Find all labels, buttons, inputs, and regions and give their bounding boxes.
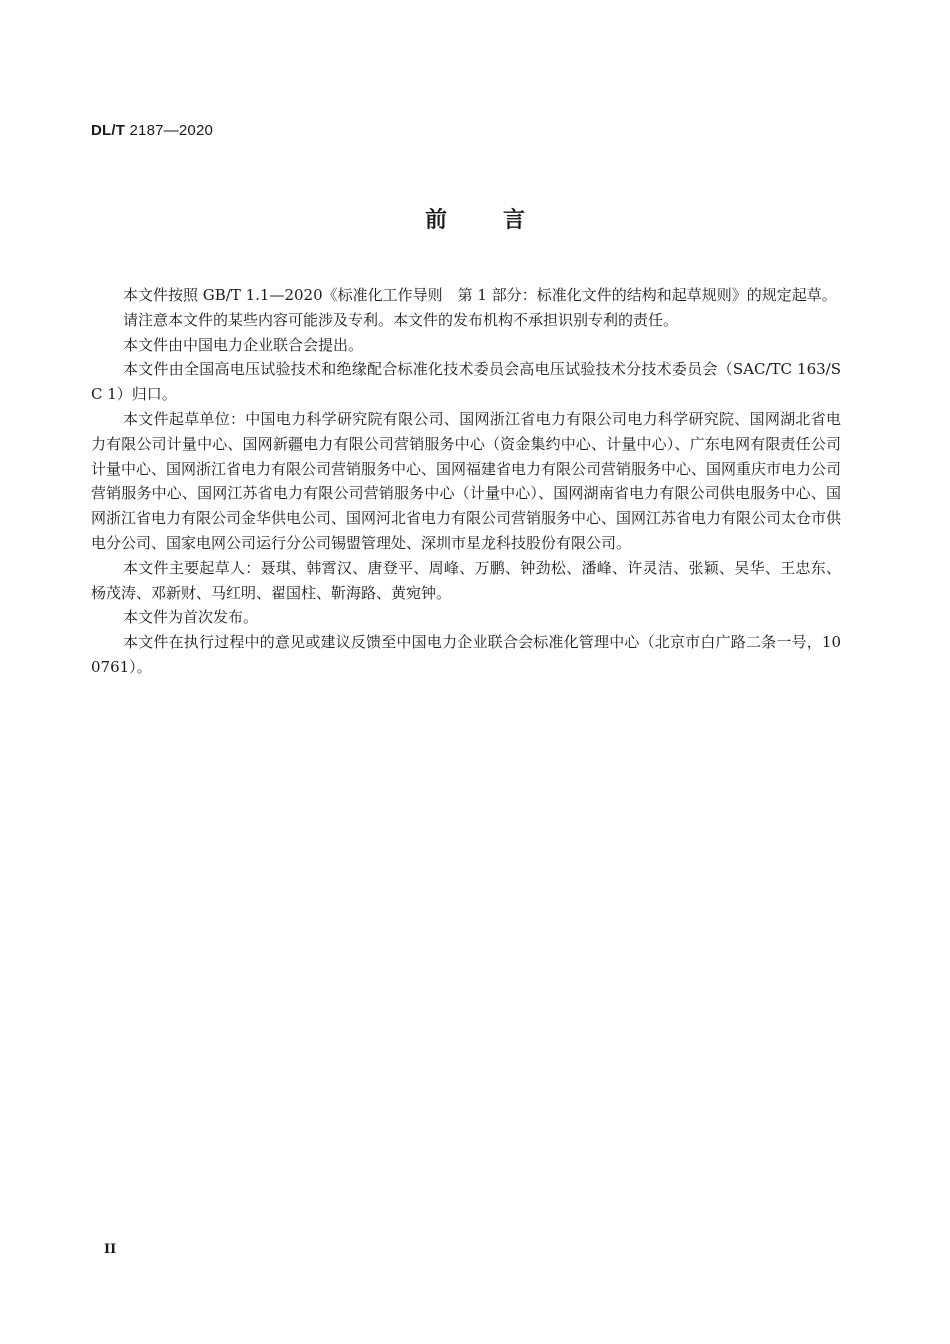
paragraph-committee: 本文件由全国高电压试验技术和绝缘配合标准化技术委员会高电压试验技术分技术委员会（SAC/TC 163/SC 1）归口。 [91, 360, 841, 404]
page-title: 前言 [424, 208, 581, 233]
page-number: II [104, 1242, 117, 1257]
foreword-body [91, 283, 841, 680]
paragraph-first-release: 本文件为首次发布。 [123, 608, 259, 627]
paragraph-feedback: 本文件在执行过程中的意见或建议反馈至中国电力企业联合会标准化管理中心（北京市白广路二条一号，100761）。 [91, 633, 841, 676]
paragraph-drafting-units: 本文件起草单位：中国电力科学研究院有限公司、国网浙江省电力有限公司电力科学研究院、国网湖北省电力有限公司计量中心、国网新疆电力有限公司营销服务中心（资金集约中心、计量中心）、广东电网有限责任公司计量中心、国网浙江省电力有限公司营销服务中心、国网福建省电力有限公司营销服务中心、国网重庆市电力公司营销服务中心、国网江苏省电力有限公司营销服务中心（计量中心）、国网湖南省电力有限公司供电服务中心、国网浙江省电力有限公司金华供电公司、国网河北省电力有限公司营销服务中心、国网江苏省电力有限公司太仓市供电分公司、国家电网公司运行分公司锡盟管理处、深圳市星龙科技股份有限公司。 [91, 409, 842, 552]
standard-prefix: DL/T [91, 122, 126, 139]
paragraph-patent-notice: 请注意本文件的某些内容可能涉及专利。本文件的发布机构不承担识别专利的责任。 [123, 310, 679, 329]
standard-code [91, 122, 213, 139]
standard-number: 2187—2020 [129, 122, 214, 139]
paragraph-proposer: 本文件由中国电力企业联合会提出。 [123, 335, 364, 354]
paragraph-drafting-rules: 本文件按照 GB/T 1.1—2020《标准化工作导则 第 1 部分：标准化文件的结构和起草规则》的规定起草。 [123, 286, 837, 304]
paragraph-drafters: 本文件主要起草人：聂琪、韩霄汉、唐登平、周峰、万鹏、钟劲松、潘峰、许灵洁、张颖、吴华、王忠东、杨茂涛、邓新财、马红明、翟国柱、靳海路、黄宛钟。 [91, 558, 841, 602]
